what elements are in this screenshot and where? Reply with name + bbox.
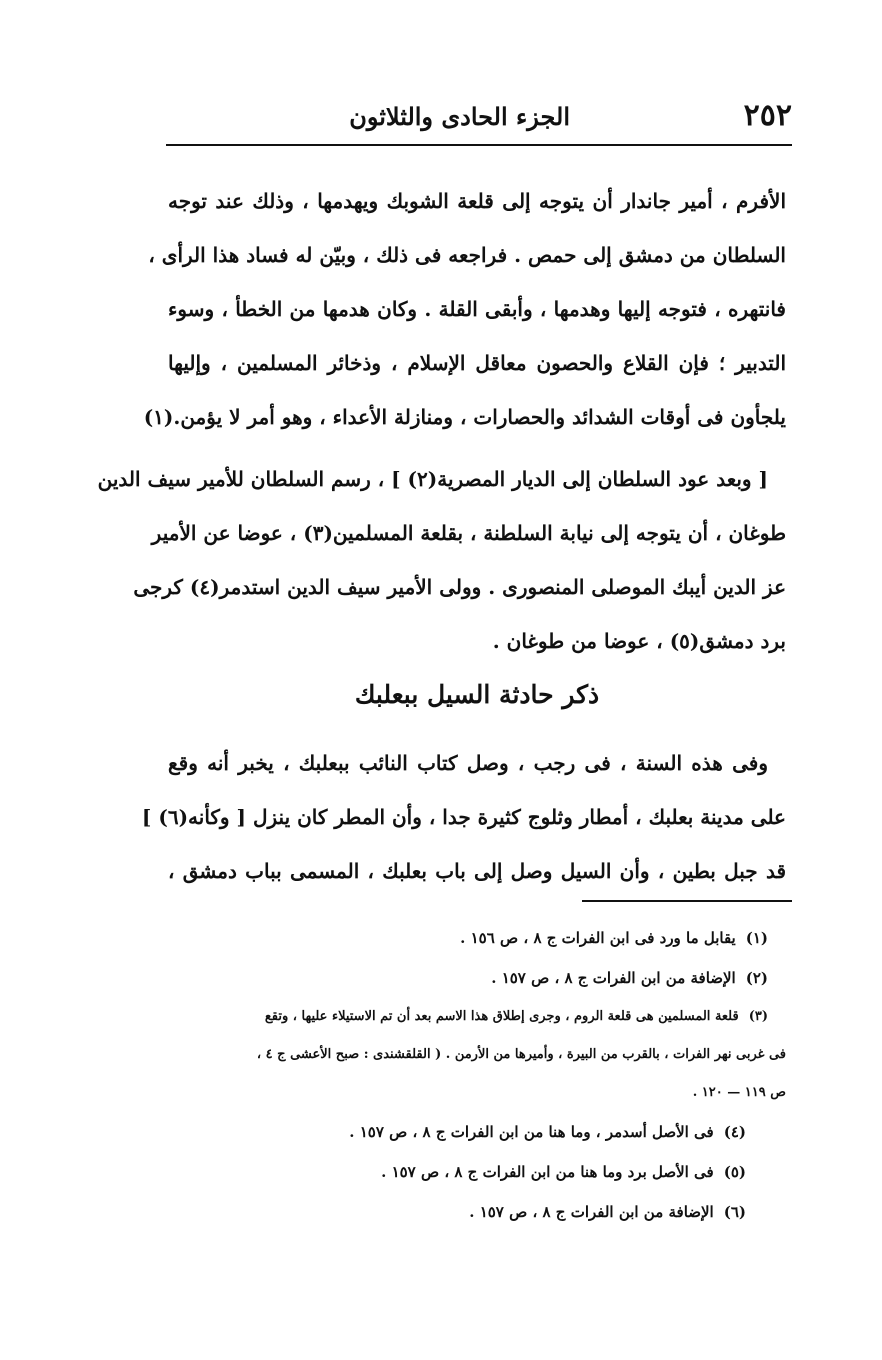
footnote-3-continued	[168, 1074, 786, 1112]
header-rule	[166, 144, 792, 146]
section-line: على مدينة بعلبك ، أمطار وثلوج كثيرة جدا ، وأن المطر كان ينزل [ وكأنه(٦) ]	[141, 805, 786, 829]
footnote-number: (١)	[745, 929, 768, 947]
footnote-4	[168, 1112, 786, 1152]
body-line: طوغان ، أن يتوجه إلى نيابة السلطنة ، بقلعة المسلمين(٣) ، عوضا عن الأمير	[151, 521, 786, 545]
body-line: عز الدين أيبك الموصلى المنصورى . وولى الأمير سيف الدين استدمر(٤) كرجى	[133, 575, 786, 599]
page-number: ٢٥٢	[743, 98, 792, 133]
footnote-rule	[582, 900, 792, 902]
footnote-number: (٢)	[745, 969, 768, 987]
footnote-text: فى الأصل برد وما هنا من ابن الفرات ج ٨ ، ص ١٥٧ .	[381, 1163, 714, 1181]
body-line: يلجأون فى أوقات الشدائد والحصارات ، ومنازلة الأعداء ، وهو أمر لا يؤمن.(١)	[143, 405, 786, 429]
running-title: الجزء الحادى والثلاثون	[349, 102, 570, 131]
footnote-text: ص ١١٩ — ١٢٠ .	[692, 1085, 786, 1100]
body-line: برد دمشق(٥) ، عوضا من طوغان .	[492, 629, 786, 653]
body-line: السلطان من دمشق إلى حمص . فراجعه فى ذلك ، وبيّن له فساد هذا الرأى ،	[148, 243, 786, 267]
section-line: قد جبل بطين ، وأن السيل وصل إلى باب بعلبك ، المسمى بباب دمشق ،	[168, 859, 786, 883]
footnote-text: يقابل ما ورد فى ابن الفرات ج ٨ ، ص ١٥٦ .	[460, 929, 736, 947]
section-line: وفى هذه السنة ، فى رجب ، وصل كتاب النائب ببعلبك ، يخبر أنه وقع	[168, 751, 768, 775]
body-line: فانتهره ، فتوجه إليها وهدمها ، وأبقى القلة . وكان هدمها من الخطأ ، وسوء	[168, 297, 786, 321]
footnote-text: الإضافة من ابن الفرات ج ٨ ، ص ١٥٧ .	[491, 969, 736, 987]
footnote-2	[168, 958, 786, 998]
footnote-number: (٦)	[723, 1203, 746, 1221]
footnote-text: قلعة المسلمين هى قلعة الروم ، وجرى إطلاق هذا الاسم بعد أن تم الاستيلاء عليها ، وتقع	[264, 1009, 739, 1024]
footnotes	[168, 918, 786, 1232]
footnote-number: (٥)	[723, 1163, 746, 1181]
footnote-3	[168, 998, 786, 1036]
footnote-number: (٣)	[748, 1009, 768, 1024]
footnote-text: فى الأصل أسدمر ، وما هنا من ابن الفرات ج ٨ ، ص ١٥٧ .	[349, 1123, 714, 1141]
section-paragraph	[141, 736, 786, 898]
body-line: [ وبعد عود السلطان إلى الديار المصرية(٢) ] ، رسم السلطان للأمير سيف الدين	[97, 467, 768, 491]
footnote-6	[168, 1192, 786, 1232]
page-header	[168, 96, 792, 140]
footnote-text: الإضافة من ابن الفرات ج ٨ ، ص ١٥٧ .	[469, 1203, 714, 1221]
paragraph-gap	[168, 444, 786, 452]
section-heading: ذكر حادثة السيل ببعلبك	[354, 680, 600, 709]
footnote-5	[168, 1152, 786, 1192]
footnote-number: (٤)	[723, 1123, 746, 1141]
body-line: التدبير ؛ فإن القلاع والحصون معاقل الإسلام ، وذخائر المسلمين ، وإليها	[168, 351, 786, 375]
footnote-3-continued	[168, 1036, 786, 1074]
footnote-1	[168, 918, 786, 958]
body-line: الأفرم ، أمير جاندار أن يتوجه إلى قلعة الشوبك ويهدمها ، وذلك عند توجه	[168, 189, 786, 213]
body-paragraphs	[97, 174, 786, 668]
footnote-text: فى غربى نهر الفرات ، بالقرب من البيرة ، وأميرها من الأرمن . ( القلقشندى : صبح الأعشى ج ٤ ،	[256, 1047, 786, 1062]
